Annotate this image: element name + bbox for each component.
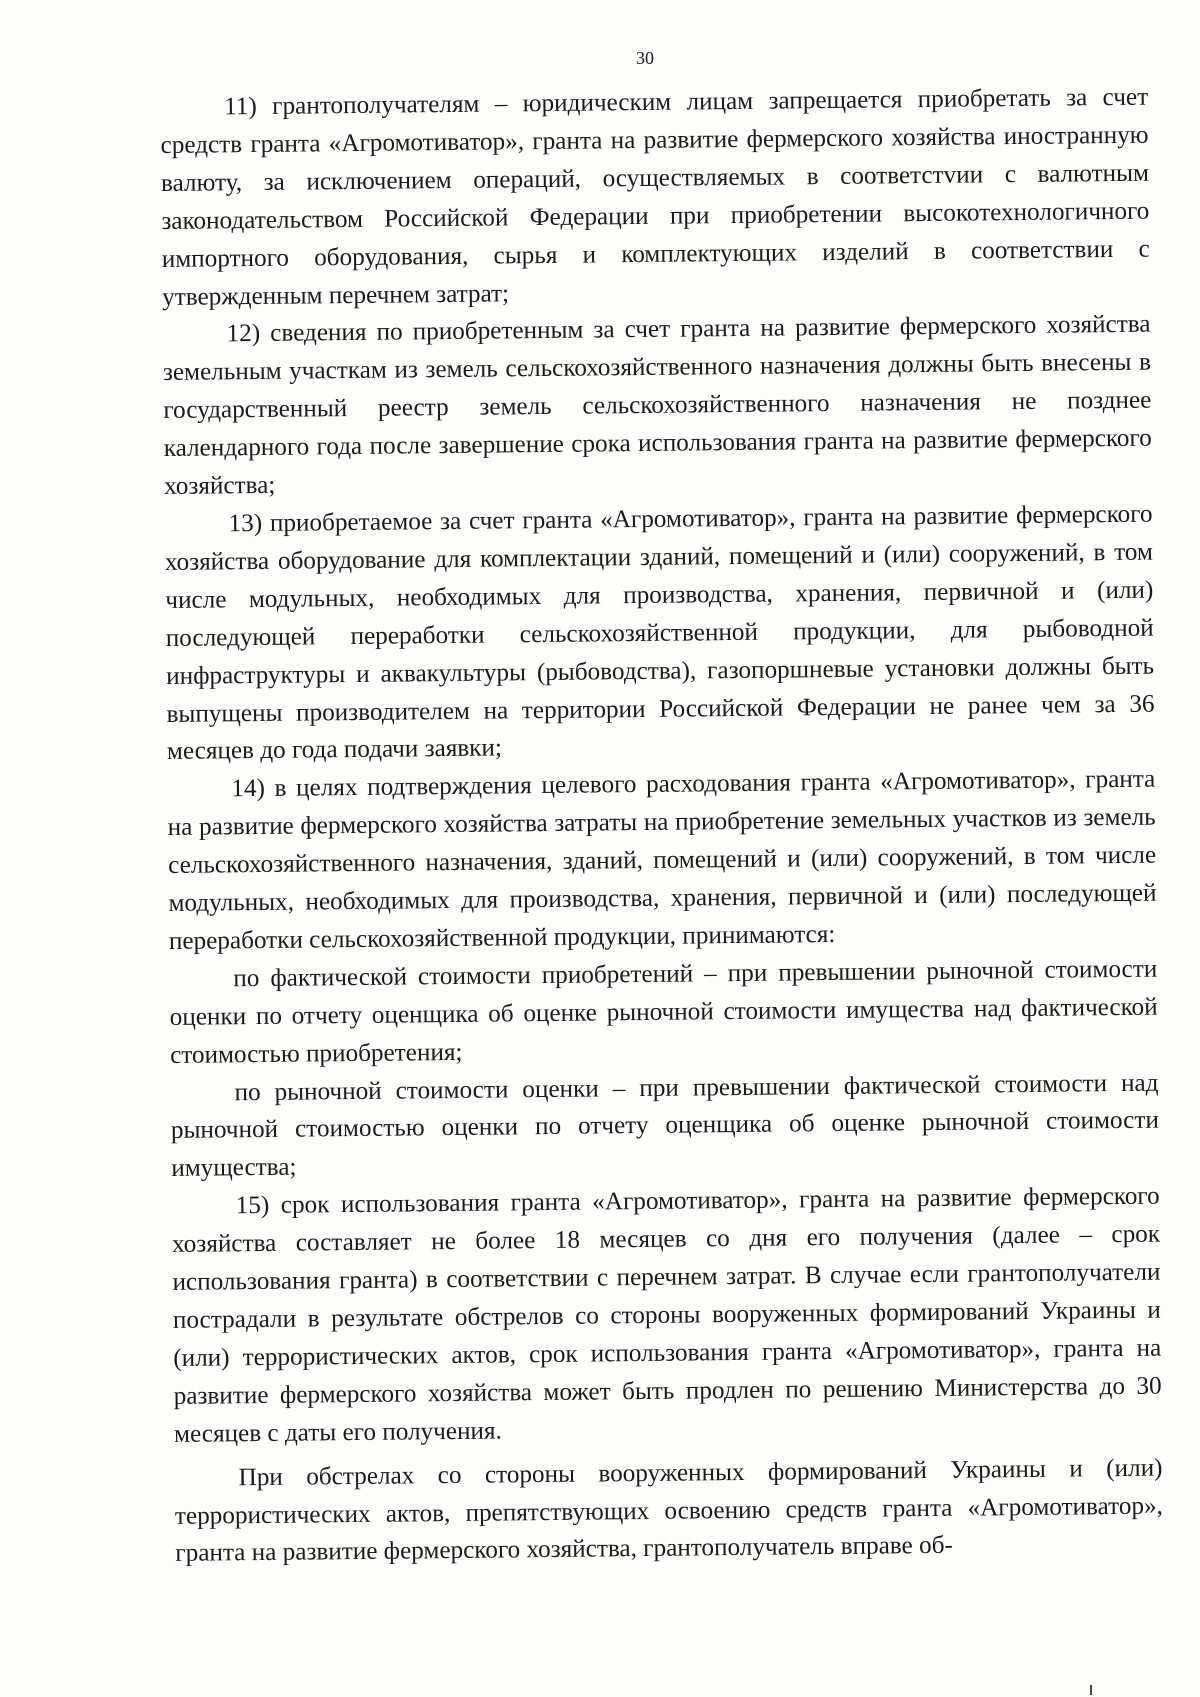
paragraph-item-13: 13) приобретаемое за счет гранта «Агромотиватор», гранта на развитие фермерского хозяйства оборудование для комплектации зданий, помещений и (или) сооружений, в том числе модульных, необходимых для производства, хранения, первичной и (или) последующей переработки сельскохозяйственной продукции, для рыбоводной инфраструктуры и аквакультуры (рыбоводства), газопоршневые установки должны быть выпущены производителем на территории Российской Федерации не ранее чем за 36 месяцев до года подачи заявки; (164, 500, 1155, 766)
paragraph-shelling: При обстрелах со стороны вооруженных формирований Украины и (или) террористических актов, препятствующих освоению средств гранта «Агромотиватор», гранта на развитие фермерского хозяйства, грантополучатель вправе об- (174, 1454, 1164, 1568)
paragraph-item-11: 11) грантополучателям – юридическим лицам запрещается приобретать за счет средств гранта «Агромотиватор», гранта на развитие фермерского хозяйства иностранную валюту, за исключением операций, осуществляемых в соответстvии с валютным законодательством Российской Федерации при приобретении высокотехнологичного импортного оборудования, сырья и комплектующих изделий в соответствии с утвержденным перечнем затрат; (160, 83, 1150, 311)
paragraph-item-12: 12) сведения по приобретенным за счет гранта на развитие фермерского хозяйства земельным участкам из земель сельскохозяйственного назначения должны быть внесены в государственный реестр земель сельскохозяйственного назначения не позднее календарного года после завершение срока использования гранта на развитие фермерского хозяйства; (162, 311, 1152, 501)
paragraph-item-15: 15) срок использования гранта «Агромотиватор», гранта на развитие фермерского хозяйства составляет не более 18 месяцев со дня его получения (далее – срок использования гранта) в соответствии с перечнем затрат. В случае если грантополучатели пострадали в результате обстрелов со стороны вооруженных формирований Украины и (или) террористических актов, срок использования гранта «Агромотиватор», гранта на развитие фермерского хозяйства может быть продлен по решению Министерства до 30 месяцев с даты его получения. (171, 1182, 1162, 1448)
document-body (160, 79, 1163, 1574)
paragraph-actual-cost: по фактической стоимости приобретений – при превышении рыночной стоимости оценки по отчету оценщика об оценке рыночной стоимости имущества над фактической стоимостью приобретения; (169, 955, 1158, 1069)
paragraph-item-14: 14) в целях подтверждения целевого расходования гранта «Агромотиватор», гранта на развитие фермерского хозяйства затраты на приобретение земельных участков из земель сельскохозяйственного назначения, зданий, помещений и (или) сооружений, в том числе модульных, необходимых для производства, хранения, первичной и (или) последующей переработки сельскохозяйственной продукции, принимаются: (167, 765, 1157, 955)
page-number: 30 (636, 48, 654, 68)
scan-mark (1090, 1685, 1092, 1695)
paragraph-market-cost: по рыночной стоимости оценки – при превышении фактической стоимости над рыночной стоимостью оценки по отчету оценщика об оценке рыночной стоимости имущества; (170, 1069, 1159, 1183)
